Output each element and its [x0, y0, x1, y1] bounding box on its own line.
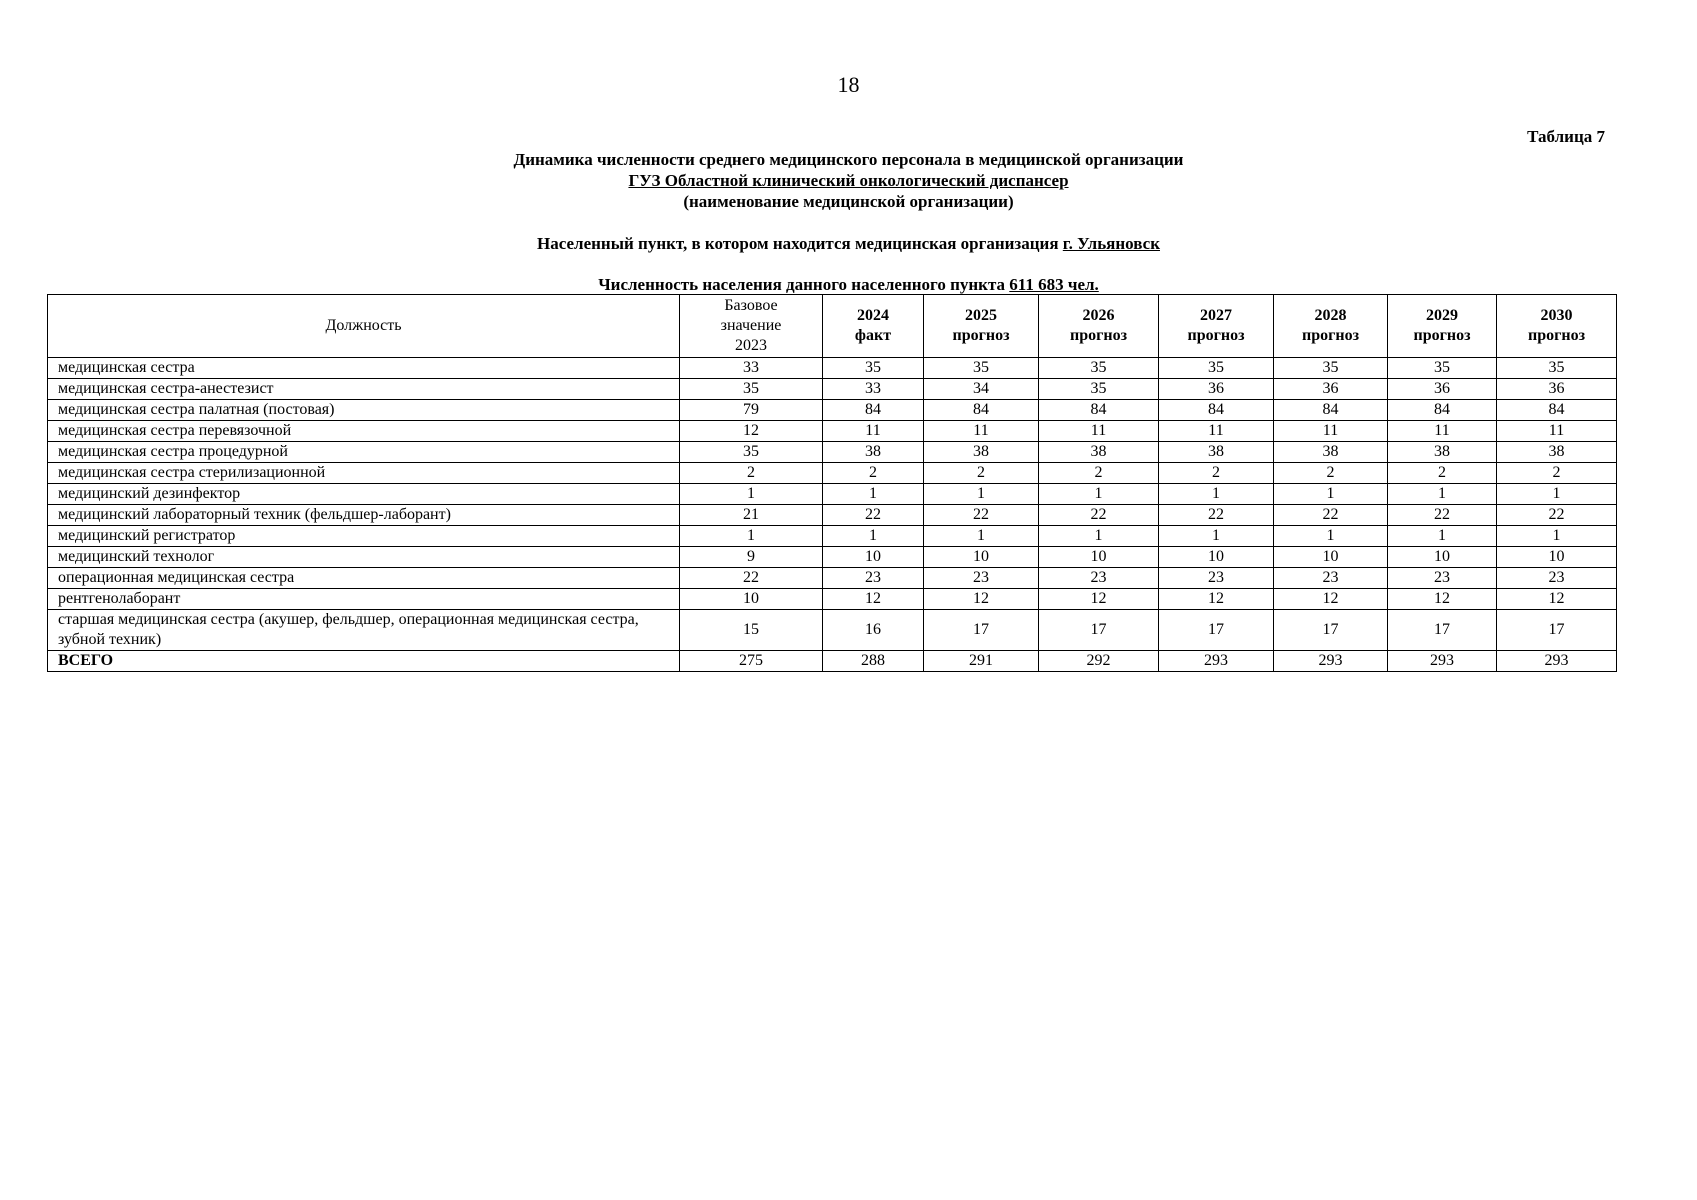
- value-cell: 12: [1039, 589, 1159, 610]
- value-cell: 12: [924, 589, 1039, 610]
- table-row: [48, 505, 1617, 526]
- value-cell: 293: [1497, 651, 1617, 672]
- column-header-7: [1388, 295, 1497, 358]
- value-cell: 38: [1039, 442, 1159, 463]
- position-cell: медицинская сестра палатная (постовая): [48, 400, 680, 421]
- value-cell: 2: [1274, 463, 1388, 484]
- position-cell: медицинская сестра: [48, 358, 680, 379]
- population-label: Численность населения данного населенного пункта: [598, 275, 1006, 294]
- value-cell: 275: [680, 651, 823, 672]
- column-header-line: факт: [854, 327, 892, 344]
- column-header-4: [1039, 295, 1159, 358]
- value-cell: 1: [680, 526, 823, 547]
- column-header-line: 2023: [735, 337, 767, 354]
- table-label: Таблица 7: [1527, 127, 1605, 146]
- value-cell: 38: [1497, 442, 1617, 463]
- value-cell: 2: [823, 463, 924, 484]
- value-cell: 84: [924, 400, 1039, 421]
- value-cell: 11: [1159, 421, 1274, 442]
- value-cell: 36: [1159, 379, 1274, 400]
- value-cell: 35: [823, 358, 924, 379]
- table-row: [48, 421, 1617, 442]
- value-cell: 1: [680, 484, 823, 505]
- value-cell: 22: [1159, 505, 1274, 526]
- position-cell: медицинский дезинфектор: [48, 484, 680, 505]
- column-header-line: прогноз: [1527, 327, 1586, 344]
- value-cell: 1: [1388, 526, 1497, 547]
- locality-value: г. Ульяновск: [1062, 234, 1160, 253]
- value-cell: 38: [924, 442, 1039, 463]
- value-cell: 293: [1388, 651, 1497, 672]
- value-cell: 10: [823, 547, 924, 568]
- column-header-8: [1497, 295, 1617, 358]
- value-cell: 35: [924, 358, 1039, 379]
- value-cell: 23: [1159, 568, 1274, 589]
- position-cell: медицинская сестра-анестезист: [48, 379, 680, 400]
- value-cell: 12: [823, 589, 924, 610]
- table-row: [48, 526, 1617, 547]
- value-cell: 84: [1497, 400, 1617, 421]
- table-row: [48, 358, 1617, 379]
- value-cell: 17: [1274, 610, 1388, 651]
- value-cell: 79: [680, 400, 823, 421]
- value-cell: 33: [680, 358, 823, 379]
- value-cell: 1: [1274, 526, 1388, 547]
- value-cell: 38: [1388, 442, 1497, 463]
- value-cell: 38: [1159, 442, 1274, 463]
- table-row: [48, 463, 1617, 484]
- organization-name-text: ГУЗ Областной клинический онкологический диспансер: [628, 171, 1069, 190]
- column-header-line: прогноз: [1187, 327, 1245, 344]
- table-row: [48, 442, 1617, 463]
- population-line: [0, 274, 1697, 295]
- value-cell: 17: [1388, 610, 1497, 651]
- value-cell: 36: [1274, 379, 1388, 400]
- column-header-6: [1274, 295, 1388, 358]
- value-cell: 2: [1388, 463, 1497, 484]
- value-cell: 12: [1274, 589, 1388, 610]
- column-header-line: Должность: [325, 317, 402, 334]
- value-cell: 293: [1274, 651, 1388, 672]
- column-header-2: [823, 295, 924, 358]
- value-cell: 38: [1274, 442, 1388, 463]
- column-header-position: [48, 295, 680, 358]
- column-header-line: прогноз: [952, 327, 1010, 344]
- value-cell: 2: [680, 463, 823, 484]
- value-cell: 34: [924, 379, 1039, 400]
- table-row: [48, 379, 1617, 400]
- value-cell: 23: [924, 568, 1039, 589]
- value-cell: 12: [680, 421, 823, 442]
- staff-table: [47, 294, 1617, 672]
- value-cell: 10: [680, 589, 823, 610]
- value-cell: 10: [1497, 547, 1617, 568]
- value-cell: 11: [823, 421, 924, 442]
- value-cell: 35: [1159, 358, 1274, 379]
- value-cell: 1: [823, 484, 924, 505]
- position-cell: медицинский лабораторный техник (фельдшер-лаборант): [48, 505, 680, 526]
- position-cell: рентгенолаборант: [48, 589, 680, 610]
- position-cell: операционная медицинская сестра: [48, 568, 680, 589]
- column-header-line: 2025: [965, 307, 997, 324]
- column-header-5: [1159, 295, 1274, 358]
- table-row: [48, 610, 1617, 651]
- value-cell: 10: [1274, 547, 1388, 568]
- value-cell: 2: [1039, 463, 1159, 484]
- table-row: [48, 400, 1617, 421]
- value-cell: 84: [823, 400, 924, 421]
- table-row: [48, 547, 1617, 568]
- value-cell: 1: [924, 484, 1039, 505]
- value-cell: 17: [1159, 610, 1274, 651]
- value-cell: 293: [1159, 651, 1274, 672]
- column-header-line: прогноз: [1413, 327, 1471, 344]
- value-cell: 1: [1159, 526, 1274, 547]
- value-cell: 17: [924, 610, 1039, 651]
- value-cell: 23: [1274, 568, 1388, 589]
- column-header-line: значение: [720, 317, 782, 334]
- position-cell: медицинская сестра перевязочной: [48, 421, 680, 442]
- position-cell: ВСЕГО: [48, 651, 680, 672]
- value-cell: 35: [1039, 379, 1159, 400]
- value-cell: 33: [823, 379, 924, 400]
- value-cell: 2: [924, 463, 1039, 484]
- value-cell: 1: [1497, 526, 1617, 547]
- locality-label: Населенный пункт, в котором находится медицинская организация: [537, 234, 1059, 253]
- value-cell: 17: [1497, 610, 1617, 651]
- column-header-line: 2024: [857, 307, 889, 324]
- column-header-line: прогноз: [1069, 327, 1128, 344]
- value-cell: 84: [1274, 400, 1388, 421]
- value-cell: 1: [1159, 484, 1274, 505]
- value-cell: 35: [1274, 358, 1388, 379]
- value-cell: 1: [1388, 484, 1497, 505]
- value-cell: 35: [1388, 358, 1497, 379]
- value-cell: 10: [924, 547, 1039, 568]
- value-cell: 84: [1388, 400, 1497, 421]
- value-cell: 35: [680, 379, 823, 400]
- value-cell: 35: [1497, 358, 1617, 379]
- value-cell: 22: [1274, 505, 1388, 526]
- value-cell: 1: [1039, 484, 1159, 505]
- position-cell: медицинская сестра стерилизационной: [48, 463, 680, 484]
- value-cell: 22: [1039, 505, 1159, 526]
- value-cell: 23: [1388, 568, 1497, 589]
- table-row: [48, 568, 1617, 589]
- total-row: [48, 651, 1617, 672]
- value-cell: 22: [823, 505, 924, 526]
- value-cell: 23: [823, 568, 924, 589]
- value-cell: 22: [680, 568, 823, 589]
- value-cell: 1: [924, 526, 1039, 547]
- value-cell: 16: [823, 610, 924, 651]
- value-cell: 15: [680, 610, 823, 651]
- column-header-line: 2028: [1314, 307, 1347, 324]
- value-cell: 1: [1497, 484, 1617, 505]
- column-header-line: 2026: [1082, 307, 1115, 324]
- value-cell: 35: [1039, 358, 1159, 379]
- value-cell: 10: [1039, 547, 1159, 568]
- value-cell: 36: [1388, 379, 1497, 400]
- value-cell: 38: [823, 442, 924, 463]
- position-cell: медицинская сестра процедурной: [48, 442, 680, 463]
- table-row: [48, 484, 1617, 505]
- value-cell: 36: [1497, 379, 1617, 400]
- value-cell: 11: [1388, 421, 1497, 442]
- value-cell: 12: [1497, 589, 1617, 610]
- column-header-line: прогноз: [1301, 327, 1360, 344]
- column-header-line: 2030: [1540, 307, 1573, 324]
- value-cell: 10: [1388, 547, 1497, 568]
- column-header-line: Базовое: [724, 297, 778, 314]
- value-cell: 17: [1039, 610, 1159, 651]
- column-header-1: [680, 295, 823, 358]
- value-cell: 11: [1497, 421, 1617, 442]
- value-cell: 1: [1039, 526, 1159, 547]
- organization-name: [0, 170, 1697, 191]
- value-cell: 2: [1497, 463, 1617, 484]
- value-cell: 11: [1039, 421, 1159, 442]
- column-header-line: 2027: [1200, 307, 1232, 324]
- value-cell: 35: [680, 442, 823, 463]
- value-cell: 291: [924, 651, 1039, 672]
- table-header-row: [48, 295, 1617, 358]
- table-body: [48, 358, 1617, 672]
- document-title: Динамика численности среднего медицинского персонала в медицинской организации: [513, 150, 1184, 169]
- value-cell: 2: [1159, 463, 1274, 484]
- value-cell: 1: [823, 526, 924, 547]
- value-cell: 12: [1159, 589, 1274, 610]
- value-cell: 288: [823, 651, 924, 672]
- column-header-line: 2029: [1426, 307, 1458, 324]
- value-cell: 11: [924, 421, 1039, 442]
- value-cell: 22: [1388, 505, 1497, 526]
- page-number: 18: [837, 72, 860, 97]
- position-cell: медицинский регистратор: [48, 526, 680, 547]
- value-cell: 292: [1039, 651, 1159, 672]
- value-cell: 12: [1388, 589, 1497, 610]
- position-cell: медицинский технолог: [48, 547, 680, 568]
- value-cell: 9: [680, 547, 823, 568]
- value-cell: 23: [1039, 568, 1159, 589]
- locality-line: [0, 233, 1697, 254]
- value-cell: 21: [680, 505, 823, 526]
- value-cell: 10: [1159, 547, 1274, 568]
- table-row: [48, 589, 1617, 610]
- column-header-3: [924, 295, 1039, 358]
- value-cell: 22: [924, 505, 1039, 526]
- value-cell: 11: [1274, 421, 1388, 442]
- organization-caption: (наименование медицинской организации): [683, 192, 1014, 211]
- value-cell: 22: [1497, 505, 1617, 526]
- value-cell: 84: [1039, 400, 1159, 421]
- value-cell: 1: [1274, 484, 1388, 505]
- value-cell: 23: [1497, 568, 1617, 589]
- population-value: 611 683 чел.: [1009, 275, 1099, 294]
- position-cell: старшая медицинская сестра (акушер, фельдшер, операционная медицинская сестра, зубной техник): [48, 610, 680, 651]
- value-cell: 84: [1159, 400, 1274, 421]
